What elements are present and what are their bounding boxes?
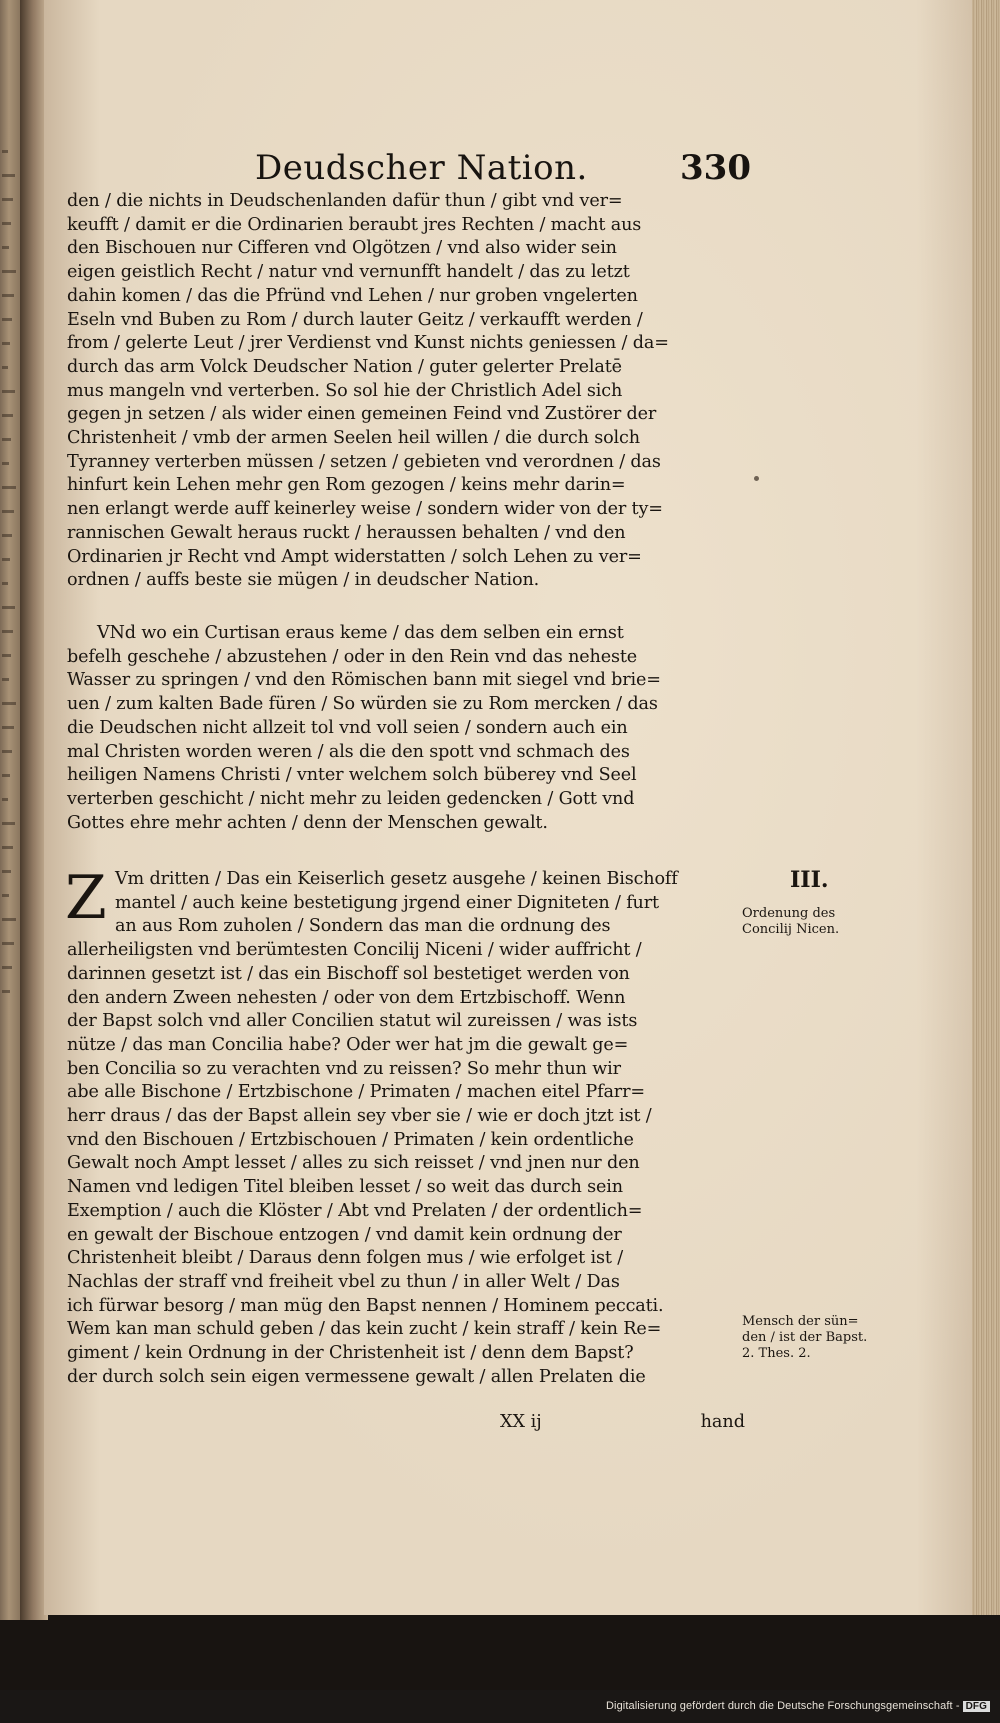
previous-page-glyph <box>2 966 12 969</box>
drop-initial: Z <box>65 863 107 933</box>
text-line: verterben geschicht / nicht mehr zu leiden gedencken / Gott vnd <box>67 788 635 809</box>
marginal-note-pope: Mensch der sün= den / ist der Bapst. 2. Thes. 2. <box>742 1314 868 1361</box>
text-line: en gewalt der Bischoue entzogen / vnd damit kein ordnung der <box>67 1224 622 1245</box>
text-line: gegen jn setzen / als wider einen gemeinen Feind vnd Zustörer der <box>67 404 657 425</box>
text-line: Gottes ehre mehr achten / denn der Menschen gewalt. <box>67 812 548 833</box>
text-line: Gewalt noch Ampt lesset / alles zu sich reisset / vnd jnen nur den <box>67 1153 640 1174</box>
text-line: nen erlangt werde auff keinerley weise / sondern wider von der ty= <box>67 499 663 520</box>
text-line: rannischen Gewalt heraus ruckt / heraussen behalten / vnd den <box>67 522 626 543</box>
dfg-logo: DFG <box>963 1701 990 1712</box>
text-line: VNd wo ein Curtisan eraus keme / das dem selben ein ernst <box>97 623 624 643</box>
text-line: an aus Rom zuholen / Sondern das man die ordnung des <box>115 916 611 937</box>
text-line: der Bapst solch vnd aller Concilien statut wil zureissen / was ists <box>67 1011 638 1032</box>
previous-page-glyph <box>2 846 13 849</box>
previous-page-glyph <box>2 582 8 585</box>
catchline <box>500 1412 745 1432</box>
previous-page-glyph <box>2 270 16 273</box>
previous-page-glyph <box>2 198 13 201</box>
previous-page-glyph <box>2 390 15 393</box>
text-line: Christenheit / vmb der armen Seelen heil willen / die durch solch <box>67 428 640 449</box>
previous-page-glyph <box>2 942 14 945</box>
funding-credit-text: Digitalisierung gefördert durch die Deutsche Forschungsgemeinschaft - <box>606 1700 960 1712</box>
text-line: den / die nichts in Deudschenlanden dafür thun / gibt vnd ver= <box>67 191 623 211</box>
text-line: vnd den Bischouen / Ertzbischouen / Primaten / kein ordentliche <box>67 1129 634 1150</box>
text-line: giment / kein Ordnung in der Christenheit ist / denn dem Bapst? <box>67 1343 634 1364</box>
catchword: hand <box>700 1412 745 1432</box>
previous-page-glyph <box>2 726 14 729</box>
text-line: mantel / auch keine bestetigung jrgend einer Digniteten / furt <box>115 892 659 913</box>
text-line: ben Concilia so zu verachten vnd zu reissen? So mehr thun wir <box>67 1058 621 1079</box>
previous-page-glyph <box>2 438 11 441</box>
text-line: mal Christen worden weren / als die den spott vnd schmach des <box>67 741 630 762</box>
previous-page-glyph <box>2 918 16 921</box>
previous-page-glyph <box>2 534 12 537</box>
previous-page-glyph <box>2 246 9 249</box>
text-line: Nachlas der straff vnd freiheit vbel zu thun / in aller Welt / Das <box>67 1271 620 1292</box>
text-line: uen / zum kalten Bade füren / So würden sie zu Rom mercken / das <box>67 694 658 715</box>
previous-page-glyph <box>2 774 10 777</box>
previous-page-text-fragments <box>2 150 18 1050</box>
previous-page-glyph <box>2 294 14 297</box>
previous-page-glyph <box>2 606 15 609</box>
previous-page-glyph <box>2 510 14 513</box>
signature-mark: XX ij <box>500 1412 542 1432</box>
previous-page-glyph <box>2 558 10 561</box>
text-line: abe alle Bischone / Ertzbischone / Primaten / machen eitel Pfarr= <box>67 1082 645 1103</box>
previous-page-glyph <box>2 462 9 465</box>
text-line: heiligen Namens Christi / vnter welchem solch büberey vnd Seel <box>67 765 637 786</box>
text-line: ordnen / auffs beste sie mügen / in deudscher Nation. <box>67 570 540 591</box>
text-line: befelh geschehe / abzustehen / oder in den Rein vnd das neheste <box>67 646 638 667</box>
text-line: eigen geistlich Recht / natur vnd vernunfft handelt / das zu letzt <box>67 262 630 283</box>
text-line: den andern Zween nehesten / oder von dem Ertzbischoff. Wenn <box>67 987 626 1008</box>
previous-page-glyph <box>2 750 12 753</box>
text-line: from / gelerte Leut / jrer Verdienst vnd Kunst nichts geniessen / da= <box>67 333 669 354</box>
previous-page-glyph <box>2 894 9 897</box>
previous-page-glyph <box>2 486 16 489</box>
text-line: Vm dritten / Das ein Keiserlich gesetz ausgehe / keinen Bischoff <box>115 869 678 889</box>
previous-page-glyph <box>2 342 10 345</box>
marginal-note-council: Ordenung des Concilij Nicen. <box>742 906 840 937</box>
previous-page-glyph <box>2 630 13 633</box>
text-line: Wasser zu springen / vnd den Römischen bann mit siegel vnd brie= <box>67 670 661 691</box>
previous-page-glyph <box>2 174 15 177</box>
previous-page-glyph <box>2 414 13 417</box>
text-line: darinnen gesetzt ist / das ein Bischoff sol bestetiget werden von <box>67 963 630 984</box>
text-line: Namen vnd ledigen Titel bleiben lesset / so weit das durch sein <box>67 1177 623 1198</box>
text-line: Exemption / auch die Klöster / Abt vnd Prelaten / der ordentlich= <box>67 1200 643 1221</box>
marginal-section-number: III. <box>790 867 829 893</box>
paragraph-3 <box>65 863 733 1389</box>
text-line: dahin komen / das die Pfründ vnd Lehen / nur groben vngelerten <box>67 285 638 306</box>
text-line: ich fürwar besorg / man müg den Bapst nennen / Hominem peccati. <box>67 1295 664 1316</box>
text-line: den Bischouen nur Cifferen vnd Olgötzen / vnd also wider sein <box>67 238 617 259</box>
previous-page-glyph <box>2 702 16 705</box>
text-line: durch das arm Volck Deudscher Nation / guter gelerter Prelatē <box>67 356 622 377</box>
paragraph-2 <box>67 622 733 835</box>
text-line: Wem kan man schuld geben / das kein zucht / kein straff / kein Re= <box>67 1319 662 1340</box>
text-line: hinfurt kein Lehen mehr gen Rom gezogen / keins mehr darin= <box>67 475 626 496</box>
previous-page-glyph <box>2 870 11 873</box>
funding-credit <box>606 1700 990 1712</box>
text-line: Tyranney verterben müssen / setzen / gebieten vnd verordnen / das <box>67 451 661 472</box>
previous-page-glyph <box>2 798 8 801</box>
paragraph-1 <box>67 190 733 593</box>
running-head: Deudscher Nation. <box>255 148 588 188</box>
previous-page-glyph <box>2 678 9 681</box>
text-line: Eseln vnd Buben zu Rom / durch lauter Geitz / verkaufft werden / <box>67 309 643 330</box>
text-line: die Deudschen nicht allzeit tol vnd voll seien / sondern auch ein <box>67 717 628 738</box>
text-line: keufft / damit er die Ordinarien beraubt jres Rechten / macht aus <box>67 214 642 235</box>
previous-page-glyph <box>2 318 12 321</box>
page-edge-stack <box>972 0 1000 1615</box>
previous-page-glyph <box>2 222 11 225</box>
text-line: mus mangeln vnd verterben. So sol hie der Christlich Adel sich <box>67 380 623 401</box>
previous-page-glyph <box>2 150 8 153</box>
ink-blot <box>754 476 759 481</box>
previous-page-glyph <box>2 822 15 825</box>
page-number: 330 <box>680 148 751 188</box>
text-line: nütze / das man Concilia habe? Oder wer hat jm die gewalt ge= <box>67 1034 629 1055</box>
text-line: der durch solch sein eigen vermessene gewalt / allen Prelaten die <box>67 1366 646 1387</box>
text-line: Christenheit bleibt / Daraus denn folgen mus / wie erfolget ist / <box>67 1248 624 1269</box>
previous-page-edge <box>0 0 20 1620</box>
previous-page-glyph <box>2 990 10 993</box>
text-line: Ordinarien jr Recht vnd Ampt widerstatten / solch Lehen zu ver= <box>67 546 642 567</box>
text-line: herr draus / das der Bapst allein sey vber sie / wie er doch jtzt ist / <box>67 1106 652 1127</box>
previous-page-glyph <box>2 366 8 369</box>
previous-page-glyph <box>2 654 11 657</box>
text-line: allerheiligsten vnd berümtesten Concilij Niceni / wider auffricht / <box>67 940 642 961</box>
